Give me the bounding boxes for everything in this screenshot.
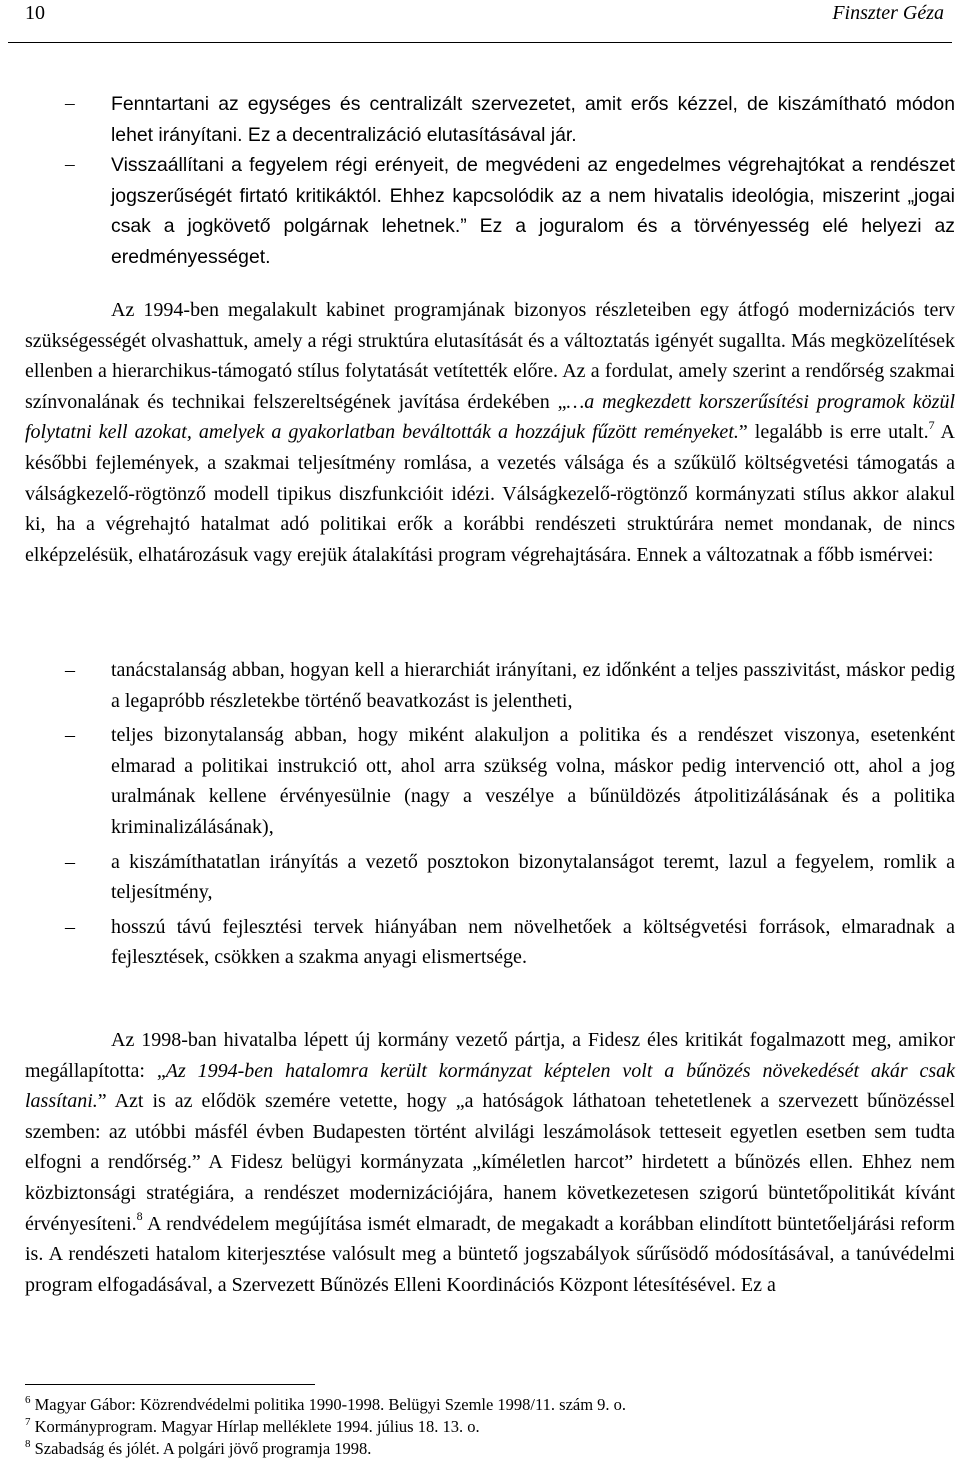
paragraph-text: legalább is erre utalt. (747, 421, 929, 444)
paragraph-text: A későbbi fejlemények, a szakmai teljesítmény romlása, a vezetés válsága és a szűkülő költségvetési támogatás a válságkezelő-rögtönző modell tipikus diszfunkcióit idézi. Válságkezelő-rögtönző kormányzati stílus akkor alakul ki, ha a végrehajtó hatalmat adó politikai erők a korábbi rendészeti struktúrára nemet mondanak, de nincs elképzelésük, elhatározásuk vagy erejük átalakítási program végrehajtására. Ennek a változatnak a főbb ismérvei: (25, 421, 956, 566)
quote-mark: „ (156, 1059, 166, 1082)
dash-bullet: – (65, 154, 75, 176)
dash-bullet: – (65, 93, 75, 114)
italic-quote: Az 1994-ben hatalomra került kormányzat képtelen volt a bűnözés növekedését akár csak lassítani. (25, 1059, 956, 1113)
list-item-text-continued: ” Ez a joguralom és a törvényesség elé helyezi az eredményességet. (111, 215, 955, 268)
list-item-text: hosszú távú fejlesztési tervek hiányában nem növelhetőek a költségvetési források, elmaradnak a fejlesztések, csökken a szakma anyagi elismertsége. (111, 915, 955, 969)
running-head-author: Finszter Géza (832, 2, 944, 24)
list-item (25, 847, 955, 908)
paragraph-text: A rendvédelem megújítása ismét elmaradt, de megakadt a korábban elindított büntetőeljárási reform is. A rendészeti hatalom kiterjesztése valósult meg a büntető jogszabályok sűrűsödő módosításával, a tanúvédelmi program elfogadásával, a Szervezett Bűnözés Elleni Koordinációs Központ létesítésével. Ez a (25, 1212, 955, 1296)
inline-quote: „jogai csak a jogkövető polgárnak lehetnek. (111, 184, 955, 238)
dash-list-characteristics (25, 655, 955, 977)
list-item-text: teljes bizonytalanság abban, hogy miként alakuljon a politika és a rendészet viszonya, esetenként elmarad a politikai instrukció ott, ahol arra szükség volna, máskor pedig intervenció ott, ahol a jog uralmának kellene érvényesülnie (nagy a veszélye a bűnüldözés átpolitizálásának és a politika kriminalizálásának), (111, 724, 955, 838)
quote-mark: „ (557, 390, 567, 413)
footnote-text: Kormányprogram. Magyar Hírlap melléklete 1994. július 18. 13. o. (30, 1417, 480, 1436)
footnote (25, 1394, 955, 1416)
footnote (25, 1438, 955, 1460)
footnote-reference: 7 (928, 417, 935, 432)
footnote-separator (25, 1384, 315, 1385)
list-item (25, 720, 955, 842)
dash-bullet: – (65, 659, 75, 681)
header-rule (8, 42, 952, 43)
list-item-text: tanácstalanság abban, hogyan kell a hierarchiát irányítani, ez időnként a teljes passzivitást, máskor pedig a legapróbb részletekbe történő beavatkozást is jelentheti, (111, 659, 955, 712)
paragraph-text: Az 1998-ban hivatalba lépett új kormány vezető pártja, a Fidesz éles kritikát fogalmazott meg, amikor megállapította: (25, 1029, 955, 1082)
footnote-text: Magyar Gábor: Közrendvédelmi politika 1990-1998. Belügyi Szemle 1998/11. szám 9. o. (30, 1395, 627, 1414)
list-item (25, 150, 955, 272)
paragraph-text: Azt is az elődök szemére vetette, hogy „a hatóságok láthatoan tehetetlenek a szervezett bűnözéssel szemben: az utóbbi másfél évben Budapesten történt alvilági leszámolások tetteseit egyetlen esetben sem tudta elfogni a rendőrség.” A Fidesz belügyi kormányzata „kíméletlen harcot” hirdetett a bűnözés ellen. Ehhez nem közbiztonsági stratégiára, a rendészet modernizációjára, hanem következetesen szigorú büntetőpolitikát kívánt érvényesíteni. (25, 1090, 955, 1235)
list-item (25, 655, 955, 716)
body-paragraph-1 (25, 295, 955, 570)
body-paragraph-2 (25, 1025, 955, 1300)
list-item (25, 912, 955, 973)
footnote-number: 8 (25, 1437, 31, 1450)
italic-quote: …a megkezdett korszerűsítési programok közül folytatni kell azokat, amelyek a gyakorlatban beváltották a hozzájuk fűzött reményeket. (25, 390, 955, 444)
dash-bullet: – (65, 724, 75, 747)
quote-mark: ” (738, 421, 748, 444)
list-item-text: a kiszámíthatatlan irányítás a vezető posztokon bizonytalanságot teremt, lazul a fegyelem, romlik a teljesítmény, (111, 850, 955, 904)
footnote-number: 6 (25, 1393, 31, 1406)
page-number: 10 (25, 2, 45, 24)
footnote-text: Szabadság és jólét. A polgári jövő programja 1998. (30, 1439, 372, 1458)
page-header (0, 0, 960, 44)
footnote-number: 7 (25, 1415, 31, 1428)
footnotes (25, 1394, 955, 1460)
dash-bullet: – (65, 915, 75, 938)
dash-list-goals (25, 89, 955, 273)
footnote (25, 1416, 955, 1438)
footnote-reference: 8 (136, 1208, 143, 1223)
dash-bullet: – (65, 850, 75, 873)
quote-mark: ” (97, 1090, 107, 1113)
paragraph-text: Az 1994-ben megalakult kabinet programjának bizonyos részleteiben egy átfogó modernizációs terv szükségességét olvashattuk, amely a régi struktúra elutasítását és a változtatás igényét sugallta. Más megközelítések ellenben a hierarchikus-támogató stílus folytatását vetítették előre. Az a fordulat, amely szerint a rendőrség szakmai színvonalának és technikai felszereltségének javítása érdekében (25, 299, 955, 413)
list-item-text: Visszaállítani a fegyelem régi erényeit, de megvédeni az engedelmes végrehajtókat a rendészet jogszerűségét firtató kritikáktól. Ehhez kapcsolódik az a nem hivatalis ideológia, miszerint (111, 154, 955, 207)
list-item-text: Fenntartani az egységes és centralizált szervezetet, amit erős kézzel, de kiszámítható módon lehet irányítani. Ez a decentralizáció elutasításával jár. (111, 93, 955, 146)
list-item (25, 89, 955, 150)
